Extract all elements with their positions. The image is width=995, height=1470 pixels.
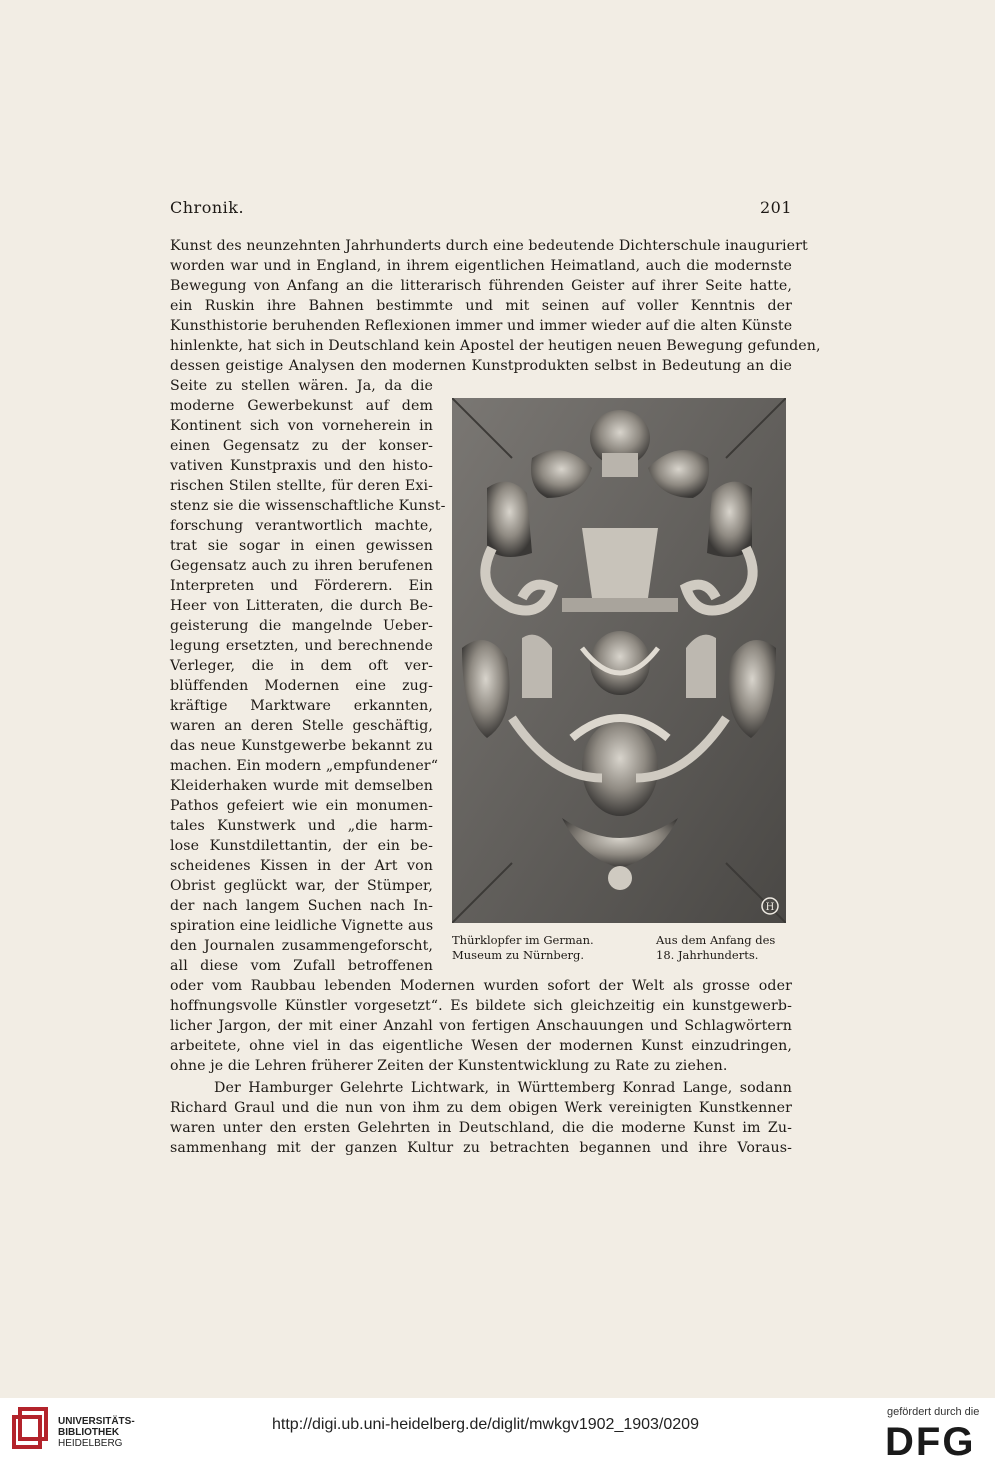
text-line: legung ersetzten, und berechnende [170,638,433,654]
text-line: Interpreten und Förderern. Ein [170,578,433,594]
text-line: das neue Kunstgewerbe bekannt zu [170,738,433,754]
text-line: Verleger, die in dem oft ver- [170,658,433,674]
university-library-logo-icon [10,1405,54,1449]
text-line: trat sie sogar in einen gewissen [170,538,433,554]
door-knocker-photo [452,398,786,923]
caption-right-line2: 18. Jahrhunderts. [656,948,759,962]
text-line: oder vom Raubbau lebenden Modernen wurden sofort der Welt als grosse oder [170,978,792,994]
text-line: scheidenes Kissen in der Art von [170,858,433,874]
library-name-line2: BIBLIOTHEK [58,1427,120,1438]
caption-right-line1: Aus dem Anfang des [656,933,776,947]
text-line: einen Gegensatz zu der konser- [170,438,433,454]
text-line: Seite zu stellen wären. Ja, da die [170,378,433,394]
library-name [58,1416,135,1449]
text-line: licher Jargon, der mit einer Anzahl von fertigen Anschauungen und Schlagwörtern [170,1018,792,1034]
text-line: Kontinent sich von vorneherein in [170,418,433,434]
text-line: sammenhang mit der ganzen Kultur zu betrachten begannen und ihre Voraus- [170,1140,792,1156]
text-line: worden war und in England, in ihrem eigentlichen Heimatland, auch die modernste [170,258,792,274]
text-line: Heer von Litteraten, die durch Be- [170,598,433,614]
caption-left-line2: Museum zu Nürnberg. [452,948,585,962]
text-line: der nach langem Suchen nach In- [170,898,433,914]
text-line: Pathos gefeiert wie ein monumen- [170,798,433,814]
text-line: Kunsthistorie beruhenden Reflexionen immer und immer wieder auf die alten Künste [170,318,793,334]
text-line: blüffenden Modernen eine zug- [170,678,433,694]
text-line: machen. Ein modern „empfundener“ [170,758,439,774]
text-line: Kleiderhaken wurde mit demselben [170,778,433,794]
text-line: forschung verantwortlich machte, [170,518,433,534]
text-line: lose Kunstdilettantin, der ein be- [170,838,433,854]
funding-label: gefördert durch die [887,1406,980,1418]
text-line: hinlenkte, hat sich in Deutschland kein Apostel der heutigen neuen Bewegung gefunden, [170,338,821,354]
text-line: geisterung die mangelnde Ueber- [170,618,433,634]
photo-monogram: H [765,902,775,913]
text-line: arbeitete, ohne viel in das eigentliche Wesen der modernen Kunst einzudringen, [170,1038,792,1054]
text-line: waren unter den ersten Gelehrten in Deutschland, die die moderne Kunst im Zu- [170,1120,792,1136]
door-knocker-illustration [452,398,786,923]
text-line: moderne Gewerbekunst auf dem [170,398,433,414]
text-line: Gegensatz auch zu ihren berufenen [170,558,433,574]
text-line: tales Kunstwerk und „die harm- [170,818,433,834]
text-line: vativen Kunstpraxis und den histo- [170,458,433,474]
caption-left-line1: Thürklopfer im German. [452,933,594,947]
text-line: spiration eine leidliche Vignette aus [170,918,434,934]
text-line: rischen Stilen stellte, für deren Exi- [170,478,433,494]
text-line: Richard Graul und die nun von ihm zu dem obigen Werk vereinigten Kunstkenner [170,1100,792,1116]
text-line: stenz sie die wissenschaftliche Kunst- [170,498,446,514]
text-line: Bewegung von Anfang an die litterarisch führenden Geister auf ihrer Seite hatte, [170,278,792,294]
text-line: ohne je die Lehren früherer Zeiten der Kunstentwicklung zu Rate zu ziehen. [170,1058,728,1074]
library-name-line1: UNIVERSITÄTS- [58,1416,135,1427]
text-line: kräftige Marktware erkannten, [170,698,433,714]
text-line: Kunst des neunzehnten Jahrhunderts durch eine bedeutende Dichterschule inauguriert [170,238,808,254]
running-head: Chronik. [170,198,245,217]
text-line: Obrist geglückt war, der Stümper, [170,878,433,894]
text-line: hoffnungsvolle Künstler vorgesetzt“. Es bildete sich gleichzeitig ein kunstgewerb- [170,998,792,1014]
dfg-logo: DFG [885,1420,976,1464]
permalink[interactable]: http://digi.ub.uni-heidelberg.de/diglit/mwkgv1902_1903/0209 [272,1416,699,1433]
text-line: den Journalen zusammengeforscht, [170,938,433,954]
text-line: dessen geistige Analysen den modernen Kunstprodukten selbst in Bedeutung an die [170,358,792,374]
text-line: ein Ruskin ihre Bahnen bestimmte und mit seinen auf voller Kenntnis der [170,298,792,314]
text-line: all diese vom Zufall betroffenen [170,958,433,974]
library-name-line3: HEIDELBERG [58,1438,123,1449]
text-line: Der Hamburger Gelehrte Lichtwark, in Württemberg Konrad Lange, sodann [214,1080,792,1096]
footer-bar [0,1398,995,1470]
text-line: waren an deren Stelle geschäftig, [170,718,433,734]
page-number: 201 [760,198,793,217]
